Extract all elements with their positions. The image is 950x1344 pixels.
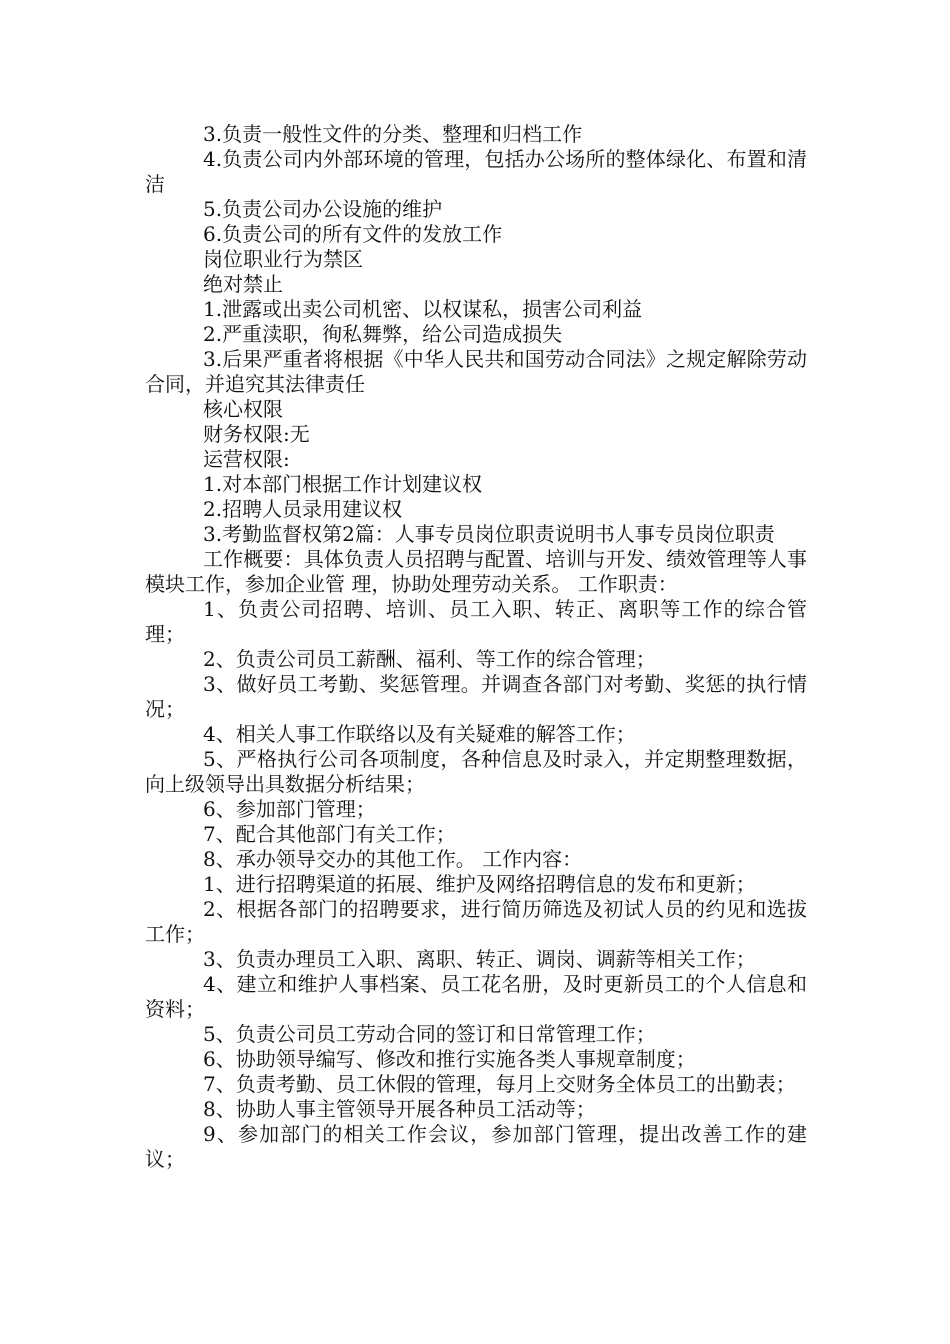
- paragraph-authority-3-and-title: 3.考勤监督权第2篇：人事专员岗位职责说明书人事专员岗位职责: [203, 522, 775, 546]
- paragraph-authority-2: 2.招聘人员录用建议权: [203, 497, 403, 521]
- paragraph-operation-authority: 运营权限:: [203, 447, 290, 471]
- paragraph-filing-duty: 3.负责一般性文件的分类、整理和归档工作: [203, 122, 583, 146]
- paragraph-prohibition-1: 1.泄露或出卖公司机密、以权谋私，损害公司利益: [203, 297, 643, 321]
- list-item-content-7: 7、负责考勤、员工休假的管理，每月上交财务全体员工的出勤表；: [203, 1072, 796, 1096]
- section-heading-authority: 核心权限: [203, 397, 283, 421]
- section-heading-conduct: 岗位职业行为禁区: [203, 247, 363, 271]
- list-item-responsibility-7: 7、配合其他部门有关工作；: [203, 822, 456, 846]
- section-heading-prohibited: 绝对禁止: [203, 272, 283, 296]
- list-item-content-5: 5、负责公司员工劳动合同的签订和日常管理工作；: [203, 1022, 656, 1046]
- list-item-responsibility-3: 3、做好员工考勤、奖惩管理。并调查各部门对考勤、奖惩的执行情况；: [145, 672, 807, 721]
- paragraph-prohibition-2: 2.严重渎职，徇私舞弊，给公司造成损失: [203, 322, 563, 346]
- list-item-content-2: 2、根据各部门的招聘要求，进行简历筛选及初试人员的约见和选拔工作；: [145, 897, 807, 946]
- list-item-responsibility-5: 5、严格执行公司各项制度，各种信息及时录入，并定期整理数据，向上级领导出具数据分析结果；: [145, 747, 807, 796]
- paragraph-job-summary: 工作概要：具体负责人员招聘与配置、培训与开发、绩效管理等人事模块工作，参加企业管 理，协助处理劳动关系。 工作职责：: [145, 547, 807, 596]
- list-item-responsibility-2: 2、负责公司员工薪酬、福利、等工作的综合管理；: [203, 647, 656, 671]
- paragraph-environment-duty: 4.负责公司内外部环境的管理，包括办公场所的整体绿化、布置和清洁: [145, 147, 807, 196]
- list-item-content-9: 9、参加部门的相关工作会议，参加部门管理，提出改善工作的建议；: [145, 1122, 807, 1171]
- list-item-responsibility-1: 1、负责公司招聘、培训、员工入职、转正、离职等工作的综合管理；: [145, 597, 807, 646]
- list-item-responsibility-4: 4、相关人事工作联络以及有关疑难的解答工作；: [203, 722, 636, 746]
- list-item-responsibility-6: 6、参加部门管理；: [203, 797, 376, 821]
- paragraph-finance-authority: 财务权限:无: [203, 422, 310, 446]
- list-item-content-1: 1、进行招聘渠道的拓展、维护及网络招聘信息的发布和更新；: [203, 872, 756, 896]
- paragraph-authority-1: 1.对本部门根据工作计划建议权: [203, 472, 483, 496]
- document-body: [145, 122, 807, 1172]
- list-item-content-8: 8、协助人事主管领导开展各种员工活动等；: [203, 1097, 596, 1121]
- paragraph-prohibition-3: 3.后果严重者将根据《中华人民共和国劳动合同法》之规定解除劳动合同，并追究其法律责任: [145, 347, 807, 396]
- paragraph-distribution-duty: 6.负责公司的所有文件的发放工作: [203, 222, 503, 246]
- list-item-responsibility-8: 8、承办领导交办的其他工作。 工作内容：: [203, 847, 583, 871]
- list-item-content-4: 4、建立和维护人事档案、员工花名册，及时更新员工的个人信息和资料；: [145, 972, 807, 1021]
- paragraph-facility-duty: 5.负责公司办公设施的维护: [203, 197, 443, 221]
- list-item-content-6: 6、协助领导编写、修改和推行实施各类人事规章制度；: [203, 1047, 696, 1071]
- list-item-content-3: 3、负责办理员工入职、离职、转正、调岗、调薪等相关工作；: [203, 947, 756, 971]
